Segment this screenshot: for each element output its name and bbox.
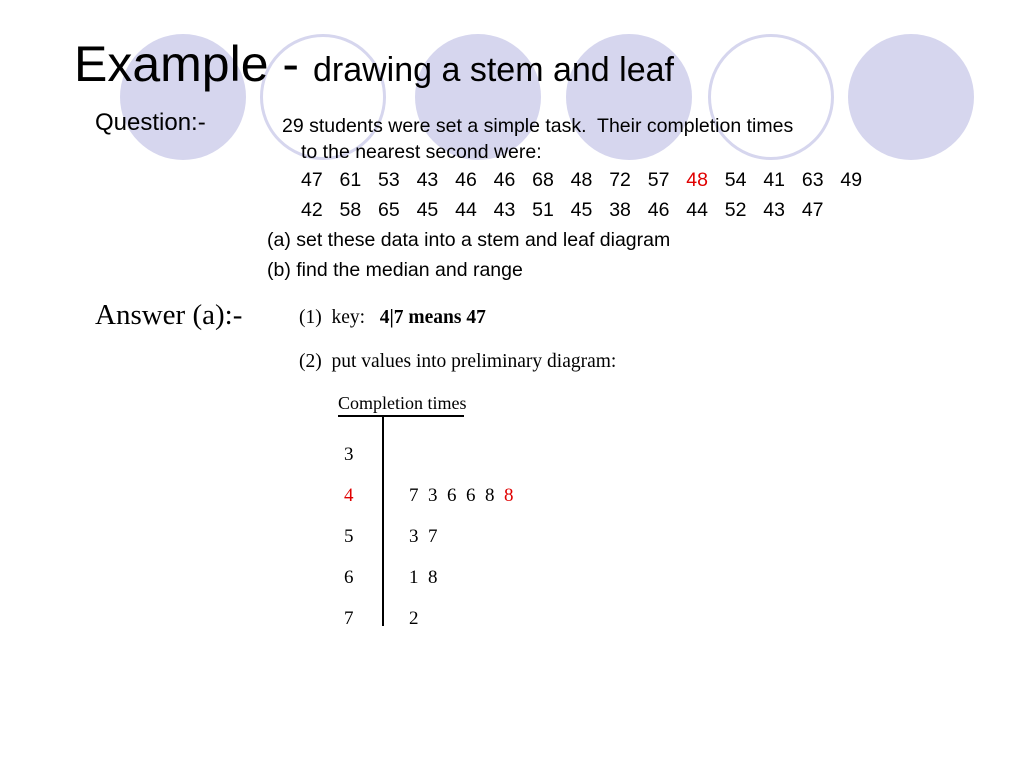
key-prefix: (1) key:: [299, 307, 380, 328]
decorative-circle-5: [708, 34, 834, 160]
stem-divider-line: [382, 415, 384, 626]
question-label: Question:-: [95, 109, 206, 136]
leaves-text: 3 7: [409, 526, 438, 547]
title-sub: drawing a stem and leaf: [312, 51, 674, 89]
data-row-1-after: 54 41 63 49: [707, 169, 863, 191]
stem-row-4-leaves: [409, 566, 438, 590]
stem-row-2-stem: 4: [344, 485, 354, 506]
slide-title: [74, 34, 674, 100]
stem-row-5-leaves: [409, 607, 419, 631]
key-value: 4|7 means 47: [379, 307, 486, 328]
data-row-1: [301, 168, 862, 192]
leaves-text: 1 8: [409, 567, 438, 588]
answer-key: [299, 305, 486, 331]
question-line-2: to the nearest second were:: [301, 141, 542, 163]
stem-row-3-leaves: [409, 525, 438, 549]
stem-row-3-stem: 5: [344, 526, 354, 547]
data-row-2: 42 58 65 45 44 43 51 45 38 46 44 52 43 47: [301, 199, 824, 221]
diagram-title-underline: [338, 415, 464, 417]
decorative-circle-6: [848, 34, 974, 160]
stem-row-1-stem: 3: [344, 444, 354, 465]
answer-label: Answer (a):-: [95, 299, 243, 331]
data-row-1-before: 47 61 53 43 46 46 68 48 72 57: [301, 169, 687, 191]
data-row-1-highlight: 48: [686, 169, 708, 191]
stem-row-5-stem: 7: [344, 608, 354, 629]
leaves-text: 2: [409, 608, 419, 629]
leaves-text: 7 3 6 6 8: [409, 485, 504, 506]
diagram-title: Completion times: [338, 393, 467, 413]
stem-row-4-stem: 6: [344, 567, 354, 588]
leaves-highlight: 8: [504, 485, 514, 506]
question-line-1: 29 students were set a simple task. Their completion times: [282, 115, 794, 137]
title-main: Example -: [74, 36, 313, 92]
question-part-b: (b) find the median and range: [267, 259, 523, 281]
question-part-a: (a) set these data into a stem and leaf diagram: [267, 229, 671, 251]
stem-row-2-leaves: [409, 484, 514, 508]
answer-step-2: (2) put values into preliminary diagram:: [299, 351, 617, 372]
